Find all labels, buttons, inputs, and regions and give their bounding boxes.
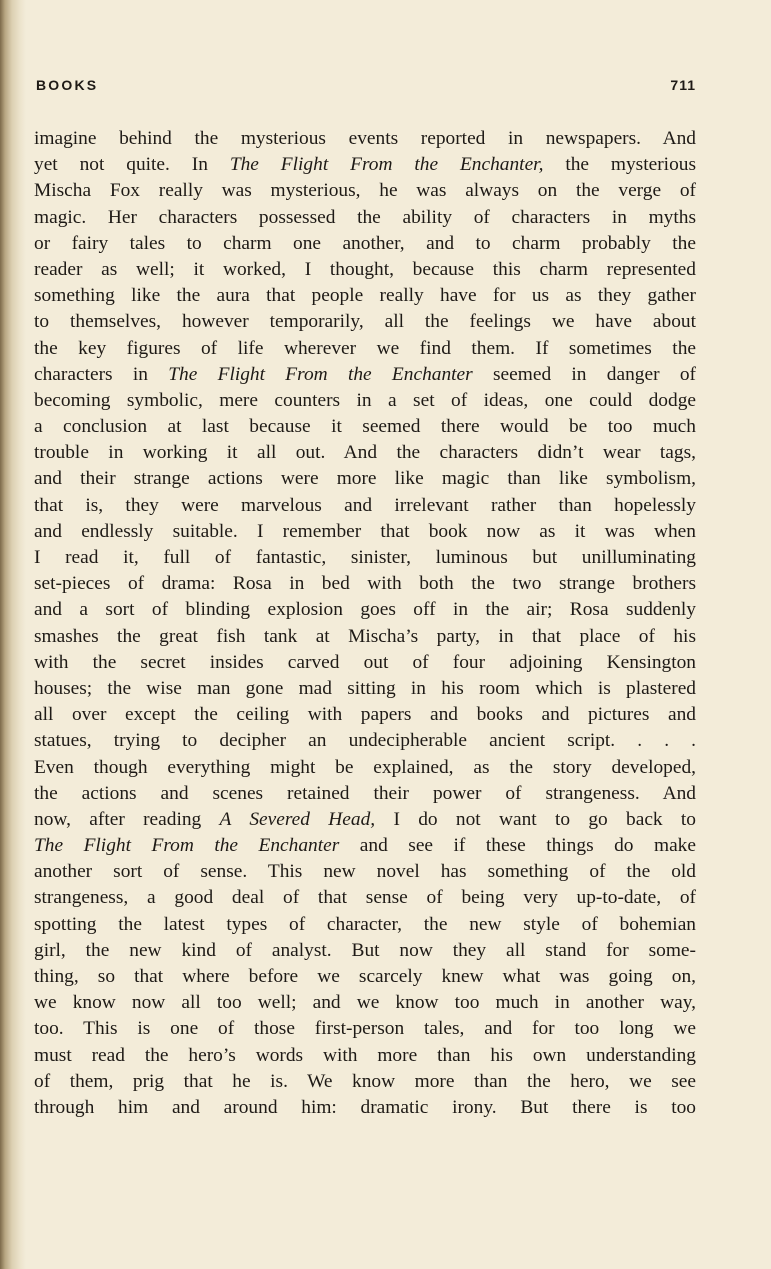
text-line (34, 1043, 696, 1069)
text-segment: or fairy tales to charm one another, and to charm probably the (34, 232, 696, 254)
text-segment: now, after reading (34, 808, 220, 830)
text-segment: houses; the wise man gone mad sitting in his room which is plastered (34, 677, 696, 699)
text-line (34, 545, 696, 571)
text-segment: strangeness, a good deal of that sense of being very up-to-date, of (34, 887, 696, 909)
text-segment: all over except the ceiling with papers and books and pictures and (34, 704, 696, 726)
text-line (34, 1069, 696, 1095)
text-line (34, 597, 696, 623)
text-segment: I read it, full of fantastic, sinister, luminous but unilluminating (34, 547, 696, 568)
text-segment: Even though everything might be explained, as the story developed, (34, 756, 696, 778)
text-segment: of them, prig that he is. We know more than the hero, we see (34, 1070, 696, 1092)
text-segment: thing, so that where before we scarcely knew what was going on, (34, 966, 696, 987)
text-segment: the mysterious (543, 154, 696, 176)
text-line (34, 205, 696, 231)
text-segment: through him and around him: dramatic irony. But there is too (34, 1096, 696, 1118)
text-segment: trouble in working it all out. And the characters didn’t wear tags, (34, 442, 696, 464)
italic-title: The Flight From the Enchanter (168, 363, 473, 385)
text-line (34, 388, 696, 414)
text-line (34, 466, 696, 492)
book-binding-shadow (0, 0, 26, 1269)
text-segment: that is, they were marvelous and irrelevant rather than hopelessly (34, 494, 696, 516)
text-line (34, 755, 696, 781)
text-segment: something like the aura that people really have for us as they gather (34, 285, 696, 307)
text-line (34, 571, 696, 597)
text-segment: reader as well; it worked, I thought, because this charm represented (34, 258, 696, 280)
text-segment: seemed in danger of (472, 363, 696, 385)
text-line (34, 283, 696, 309)
text-line (34, 152, 696, 178)
text-line (34, 1016, 696, 1042)
text-line (34, 309, 696, 335)
page-number: 711 (670, 77, 696, 93)
text-line (34, 938, 696, 964)
text-line (34, 702, 696, 728)
text-segment: imagine behind the mysterious events reported in newspapers. And (34, 128, 696, 149)
italic-title: The Flight From the Enchanter (34, 835, 340, 857)
text-segment: becoming symbolic, mere counters in a set of ideas, one could dodge (34, 389, 696, 411)
text-segment: set-pieces of drama: Rosa in bed with both the two strange brothers (34, 573, 696, 595)
text-segment: spotting the latest types of character, the new style of bohemian (34, 913, 696, 935)
text-segment: and their strange actions were more like magic than like symbolism, (34, 468, 696, 490)
text-line (34, 650, 696, 676)
text-segment: another sort of sense. This new novel has something of the old (34, 861, 696, 883)
text-segment: I do not want to go back to (375, 808, 697, 830)
text-line (34, 257, 696, 283)
text-line (34, 493, 696, 519)
italic-title: The Flight From the Enchanter, (229, 154, 544, 176)
text-segment: magic. Her characters possessed the ability of characters in myths (34, 206, 696, 228)
text-line (34, 833, 696, 859)
text-segment: must read the hero’s words with more than his own understanding (34, 1044, 696, 1066)
text-line (34, 178, 696, 204)
text-line (34, 859, 696, 885)
text-segment: and see if these things do make (339, 835, 696, 857)
section-title: BOOKS (36, 77, 99, 93)
text-segment: with the secret insides carved out of four adjoining Kensington (34, 651, 696, 673)
running-head (34, 77, 702, 99)
text-line (34, 990, 696, 1016)
text-segment: to themselves, however temporarily, all the feelings we have about (34, 311, 696, 333)
text-line (34, 336, 696, 362)
text-line (34, 414, 696, 440)
text-segment: the key figures of life wherever we find them. If sometimes the (34, 337, 696, 359)
text-segment: Mischa Fox really was mysterious, he was always on the verge of (34, 180, 696, 202)
text-segment: the actions and scenes retained their power of strangeness. And (34, 782, 696, 804)
text-line (34, 519, 696, 545)
text-line (34, 676, 696, 702)
text-segment: girl, the new kind of analyst. But now they all stand for some- (34, 939, 696, 961)
text-segment: and endlessly suitable. I remember that book now as it was when (34, 520, 696, 542)
text-line (34, 728, 696, 754)
text-segment: a conclusion at last because it seemed there would be too much (34, 416, 696, 438)
body-text (34, 126, 696, 1121)
text-segment: smashes the great fish tank at Mischa’s party, in that place of his (34, 625, 696, 647)
text-segment: characters in (34, 363, 169, 385)
text-segment: too. This is one of those first-person tales, and for too long we (34, 1018, 696, 1040)
italic-title: A Severed Head, (219, 808, 376, 830)
text-line (34, 964, 696, 990)
text-segment: yet not quite. In (34, 154, 230, 176)
text-line (34, 440, 696, 466)
text-line (34, 807, 696, 833)
text-segment: statues, trying to decipher an undecipherable ancient script. . . . (34, 730, 696, 752)
text-segment: we know now all too well; and we know too much in another way, (34, 992, 696, 1014)
text-line (34, 912, 696, 938)
text-line (34, 781, 696, 807)
text-line (34, 885, 696, 911)
text-line (34, 362, 696, 388)
text-line (34, 624, 696, 650)
text-segment: and a sort of blinding explosion goes off in the air; Rosa suddenly (34, 599, 696, 621)
text-line (34, 126, 696, 152)
text-line (34, 1095, 696, 1121)
book-page (34, 0, 702, 1269)
text-line (34, 231, 696, 257)
